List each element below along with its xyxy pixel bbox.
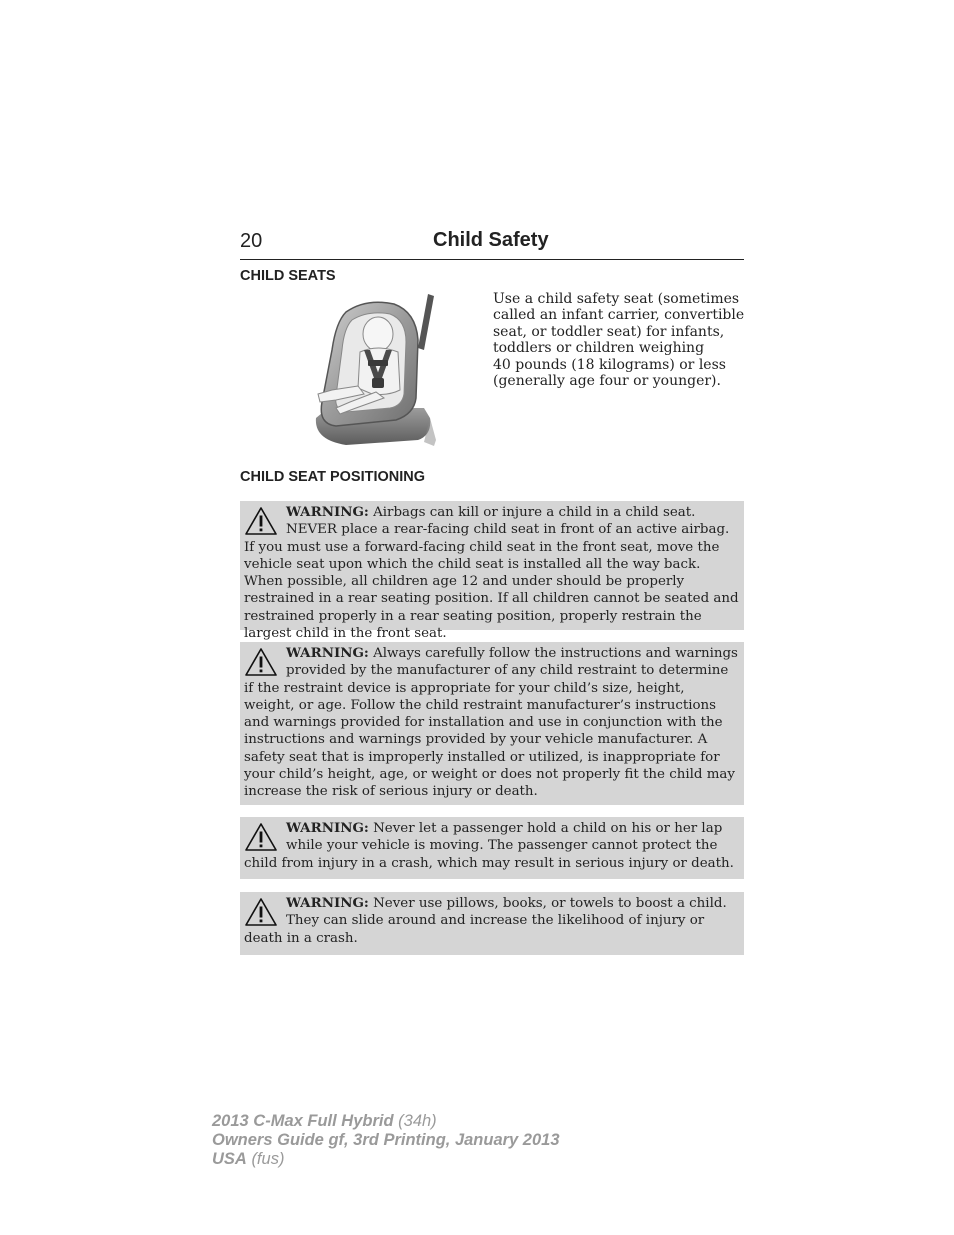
intro-line: Use a child safety seat (sometimes bbox=[493, 291, 740, 307]
footer-guide-info: Owners Guide gf, 3rd Printing, January 2013 bbox=[212, 1131, 560, 1149]
warning-triangle-icon bbox=[244, 506, 278, 536]
warning-text: Airbags can kill or injure a child in a child seat. NEVER place a rear-facing child seat in front of an active airbag. If you must use a forward-facing child seat in the front seat, move the vehicle seat upon which the child seat is installed all the way back. When possible, all children age 12 and under should be properly restrained in a rear seating position. If all children cannot be seated and restrained properly in a rear seating position, properly restrain the largest child in the front seat. bbox=[244, 505, 739, 642]
warning-triangle-icon bbox=[244, 822, 278, 852]
page-number: 20 bbox=[240, 230, 263, 252]
intro-line: called an infant carrier, convertible bbox=[493, 307, 745, 324]
intro-paragraph bbox=[493, 291, 745, 389]
warning-label: WARNING: bbox=[286, 820, 369, 836]
warning-label: WARNING: bbox=[286, 895, 369, 911]
intro-line: seat, or toddler seat) for infants, bbox=[493, 323, 725, 340]
section-heading-child-seats: CHILD SEATS bbox=[240, 268, 336, 284]
page-header bbox=[240, 228, 744, 260]
footer-model: 2013 C-Max Full Hybrid bbox=[212, 1112, 394, 1130]
page-title: Child Safety bbox=[433, 229, 549, 251]
warning-box bbox=[240, 501, 744, 642]
footer-region-code: (fus) bbox=[251, 1150, 285, 1168]
footer-line-3 bbox=[212, 1150, 560, 1169]
warning-label: WARNING: bbox=[286, 504, 369, 520]
warning-text: Always carefully follow the instructions and warnings provided by the manufacturer of any child restraint to determine if the restraint device is appropriate for your child’s size, height, weight, or age. Follow the child restraint manufacturer’s instructions and warnings provided for installation and use in conjunction with the instructions and warnings provided by your vehicle manufacturer. A safety seat that is improperly installed or utilized, is inappropriate for your child’s height, age, or weight or does not properly fit the child may increase the risk of serious injury or death. bbox=[244, 646, 738, 800]
warning-box bbox=[240, 817, 744, 879]
intro-line: toddlers or children weighing bbox=[493, 340, 705, 357]
warning-label: WARNING: bbox=[286, 645, 369, 661]
warning-text: Never use pillows, books, or towels to boost a child. They can slide around and increase the likelihood of injury or death in a crash. bbox=[244, 896, 727, 946]
warning-box bbox=[240, 642, 744, 805]
footer-model-code: (34h) bbox=[398, 1112, 437, 1130]
page-footer bbox=[212, 1112, 560, 1169]
intro-line: 40 pounds (18 kilograms) or less bbox=[493, 356, 726, 373]
warning-text: Never let a passenger hold a child on his or her lap while your vehicle is moving. The passenger cannot protect the child from injury in a crash, which may result in serious injury or death. bbox=[244, 821, 734, 871]
warning-triangle-icon bbox=[244, 647, 278, 677]
warning-box bbox=[240, 892, 744, 955]
child-seat-icon bbox=[306, 290, 454, 452]
intro-line: (generally age four or younger). bbox=[493, 373, 721, 390]
footer-region: USA bbox=[212, 1150, 247, 1168]
warning-triangle-icon bbox=[244, 897, 278, 927]
section-heading-child-seat-positioning: CHILD SEAT POSITIONING bbox=[240, 469, 426, 485]
footer-line-1 bbox=[212, 1112, 560, 1131]
